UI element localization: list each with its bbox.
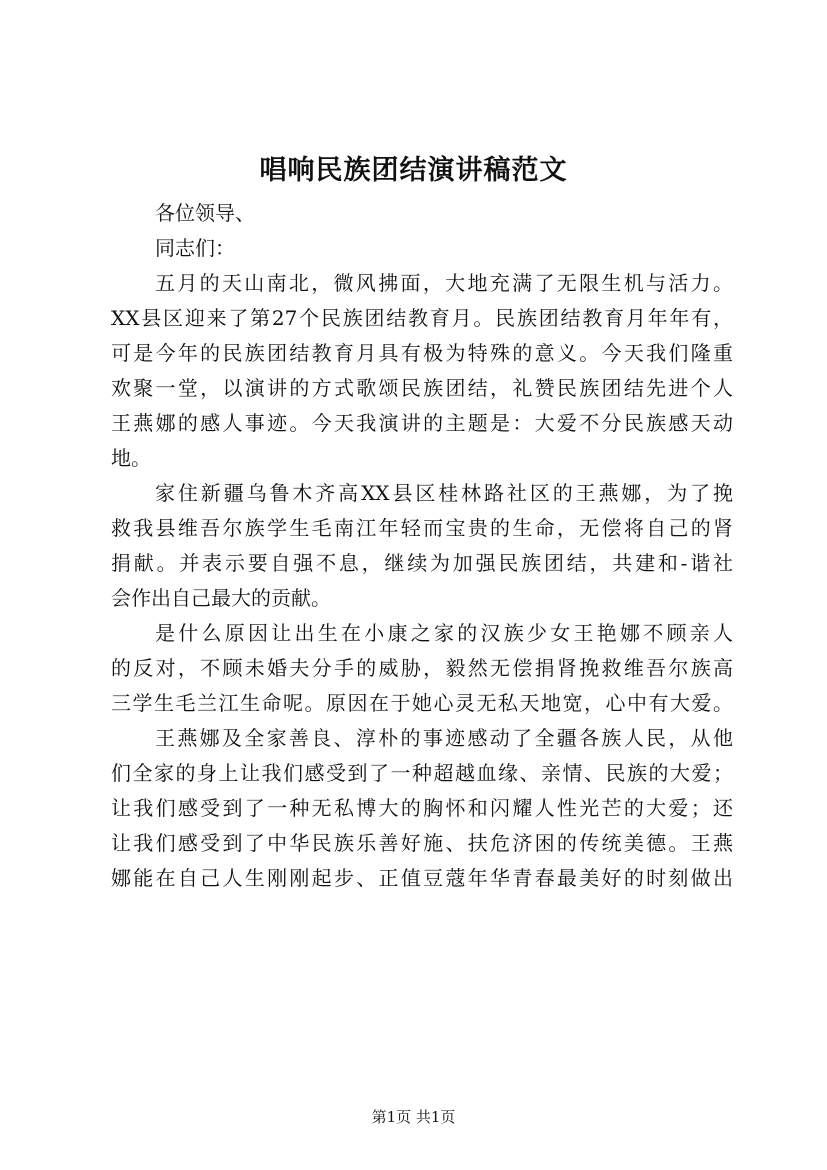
body-line: 让我们感受到了一种无私博大的胸怀和闪耀人性光芒的大爱；还 [111,796,733,820]
body-line: 欢聚一堂，以演讲的方式歌颂民族团结，礼赞民族团结先进个人 [111,376,733,400]
document-title: 唱响民族团结演讲稿范文 [259,155,568,186]
body-line: 五月的天山南北，微风拂面，大地充满了无限生机与活力。 [155,271,733,295]
body-line: 的反对，不顾未婚夫分手的威胁，毅然无偿捐肾挽救维吾尔族高 [111,656,733,680]
body-line: 同志们： [155,236,235,260]
body-line: 各位领导、 [155,201,255,225]
body-line: 救我县维吾尔族学生毛南江年轻而宝贵的生命，无偿将自己的肾 [111,516,733,540]
body-line: 家住新疆乌鲁木齐高XX县区桂林路社区的王燕娜，为了挽 [155,481,733,505]
body-line: 王燕娜及全家善良、淳朴的事迹感动了全疆各族人民，从他 [155,726,733,750]
body-line: 让我们感受到了中华民族乐善好施、扶危济困的传统美德。王燕 [111,831,733,855]
body-line: 是什么原因让出生在小康之家的汉族少女王艳娜不顾亲人 [155,621,733,645]
page-footer: 第1页 共1页 [371,1108,456,1126]
document-body [111,196,733,896]
body-line: 地。 [111,446,151,470]
body-line: 三学生毛兰江生命呢。原因在于她心灵无私天地宽，心中有大爱。 [111,691,733,715]
body-line: 捐献。并表示要自强不息，继续为加强民族团结，共建和-谐社 [111,551,733,575]
body-line: 可是今年的民族团结教育月具有极为特殊的意义。今天我们隆重 [111,341,733,365]
body-line: 们全家的身上让我们感受到了一种超越血缘、亲情、民族的大爱； [111,761,733,785]
body-line: 王燕娜的感人事迹。今天我演讲的主题是：大爱不分民族感天动 [111,411,733,435]
body-line: XX县区迎来了第27个民族团结教育月。民族团结教育月年年有， [111,306,733,330]
body-line: 娜能在自己人生刚刚起步、正值豆蔻年华青春最美好的时刻做出 [111,866,733,890]
body-line: 会作出自己最大的贡献。 [111,586,331,610]
